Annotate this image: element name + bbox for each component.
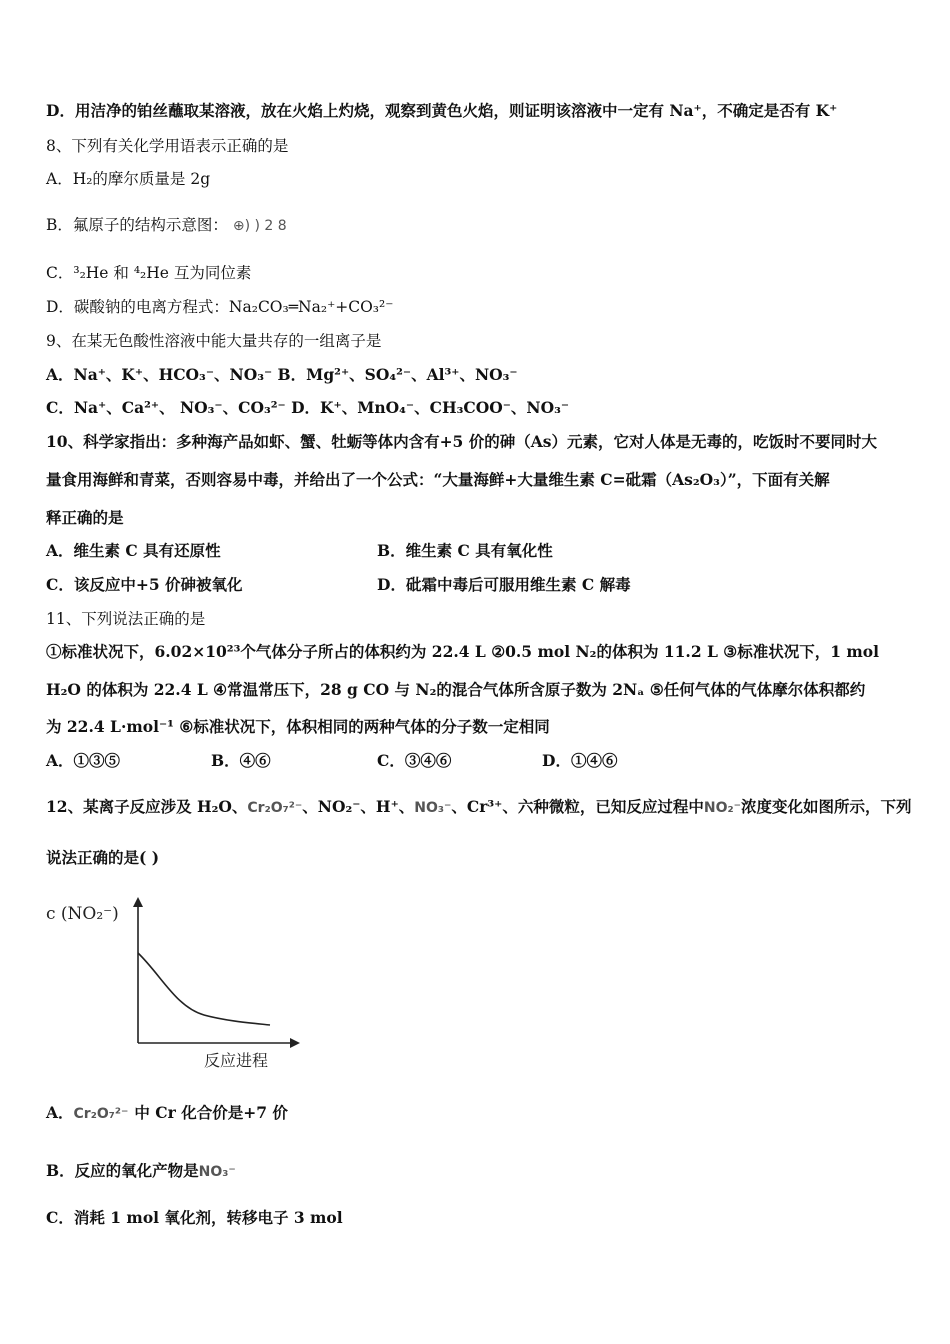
q12-option-a-text: 中 Cr 化合价是+7 价 (134, 1103, 288, 1122)
q12-stem-mid: 、NO₂⁻、H⁺、 (302, 797, 415, 816)
q8-option-d: D．碳酸钠的电离方程式：Na₂CO₃═Na₂⁺+CO₃²⁻ (46, 298, 394, 316)
graph-curve (138, 953, 270, 1025)
dichromate-formula: Cr₂O₇²⁻ (247, 800, 303, 816)
graph-y-arrow (133, 897, 143, 907)
concentration-graph (46, 895, 306, 1075)
q12-stem-pre: 12、某离子反应涉及 H₂O、 (46, 797, 248, 816)
q9-options-ab: A．Na⁺、K⁺、HCO₃⁻、NO₃⁻ B．Mg²⁺、SO₄²⁻、Al³⁺、NO₃⁻ (46, 365, 518, 384)
q12-option-b (46, 1160, 236, 1183)
q10-stem-2: 量食用海鲜和青菜，否则容易中毒，并给出了一个公式：“大量海鲜+大量维生素 C=砒霜（As₂O₃）”，下面有关解 (46, 470, 830, 489)
q12-option-a-label: A． (46, 1103, 74, 1122)
q9-options-cd: C．Na⁺、Ca²⁺、 NO₃⁻、CO₃²⁻ D．K⁺、MnO₄⁻、CH₃COO⁻、NO₃⁻ (46, 398, 570, 417)
q11-statement-line-3: 为 22.4 L·mol⁻¹ ⑥标准状况下，体积相同的两种气体的分子数一定相同 (46, 717, 550, 736)
q12-stem-1 (46, 796, 912, 819)
q8-option-a: A．H₂的摩尔质量是 2g (46, 170, 211, 188)
q11-option-d: D．①④⑥ (542, 751, 618, 770)
q12-stem-2: 说法正确的是( ) (46, 848, 160, 867)
q8-stem: 8、下列有关化学用语表示正确的是 (46, 137, 289, 155)
graph-x-label: 反应进程 (204, 1051, 269, 1070)
q12-stem-post: 浓度变化如图所示，下列 (741, 797, 912, 816)
q12-option-a (46, 1102, 288, 1125)
q12-option-c: C．消耗 1 mol 氧化剂，转移电子 3 mol (46, 1208, 343, 1227)
q11-statement-line-1: ①标准状况下，6.02×10²³个气体分子所占的体积约为 22.4 L ②0.5 mol N₂的体积为 11.2 L ③标准状况下，1 mol (46, 642, 880, 661)
q8-option-c: C．³₂He 和 ⁴₂He 互为同位素 (46, 264, 252, 282)
nitrite-formula: NO₂⁻ (703, 800, 742, 816)
q8-option-b (46, 214, 287, 237)
q12-stem-mid2: 、Cr³⁺、六种微粒，已知反应过程中 (451, 797, 704, 816)
q10-stem-1: 10、科学家指出：多种海产品如虾、蟹、牡蛎等体内含有+5 价的砷（As）元素，它对人体是无毒的，吃饭时不要同时大 (46, 432, 877, 451)
graph-x-arrow (290, 1038, 300, 1048)
q12-option-a-formula: Cr₂O₇²⁻ (73, 1106, 129, 1122)
q10-option-c: C．该反应中+5 价砷被氧化 (46, 575, 243, 594)
q9-stem: 9、在某无色酸性溶液中能大量共存的一组离子是 (46, 332, 382, 350)
q11-statement-line-2: H₂O 的体积为 22.4 L ④常温常压下，28 g CO 与 N₂的混合气体所含原子数为 2Nₐ ⑤任何气体的气体摩尔体积都约 (46, 680, 866, 699)
q10-option-b: B．维生素 C 具有氧化性 (377, 541, 553, 560)
q10-option-d: D．砒霜中毒后可服用维生素 C 解毒 (377, 575, 631, 594)
q10-option-a: A．维生素 C 具有还原性 (46, 541, 221, 560)
q7-option-d: D．用洁净的铂丝蘸取某溶液，放在火焰上灼烧，观察到黄色火焰，则证明该溶液中一定有 Na⁺，不确定是否有 K⁺ (46, 101, 838, 120)
nitrate-formula: NO₃⁻ (414, 800, 452, 816)
q11-stem: 11、下列说法正确的是 (46, 610, 206, 628)
q12-option-b-formula: NO₃⁻ (198, 1164, 236, 1180)
q11-option-b: B．④⑥ (211, 751, 271, 770)
fluorine-atom-diagram: ⊕) ) 2 8 (232, 218, 287, 234)
graph-y-label: c (NO₂⁻) (46, 904, 119, 924)
q11-option-a: A．①③⑤ (46, 751, 121, 770)
q8-option-b-label: B．氟原子的结构示意图： (46, 216, 228, 234)
q10-stem-3: 释正确的是 (46, 508, 124, 527)
q12-option-b-text: B．反应的氧化产物是 (46, 1161, 199, 1180)
q11-option-c: C．③④⑥ (377, 751, 452, 770)
